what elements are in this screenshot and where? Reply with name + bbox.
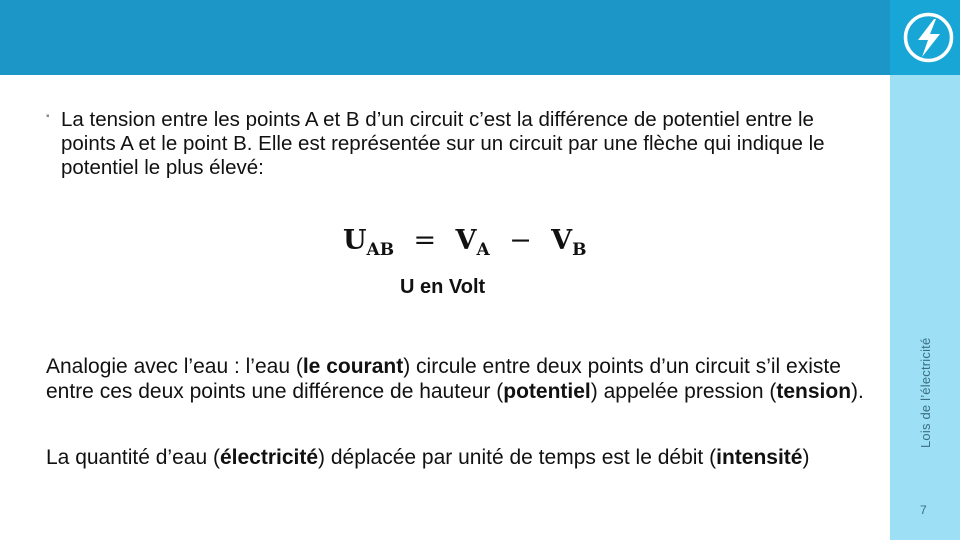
- side-title: Lois de l’électricité: [918, 337, 933, 448]
- bold-tension: tension: [776, 380, 852, 403]
- text-run: ) circule entre deux points d’un circuit s’il existe entre ces deux points une différence de hauteur (: [46, 355, 841, 403]
- water-analogy-paragraph: [46, 354, 866, 404]
- bold-electricite: électricité: [219, 446, 319, 469]
- bold-potentiel: potentiel: [503, 380, 591, 403]
- bullet-marker: ▪: [46, 111, 50, 122]
- text-run: Analogie avec l’eau : l’eau (: [46, 355, 303, 378]
- flow-paragraph: [46, 445, 866, 470]
- unit-label: U en Volt: [400, 276, 486, 298]
- formula-vb: V: [551, 225, 573, 256]
- formula-u-sub: AB: [366, 240, 395, 260]
- formula-u: U: [343, 225, 367, 256]
- formula-va-sub: A: [476, 240, 490, 260]
- bold-intensite: intensité: [716, 446, 803, 469]
- text-run: ) déplacée par unité de temps est le débit (: [318, 446, 717, 469]
- header-band: [0, 0, 890, 75]
- text-run: ).: [851, 380, 864, 403]
- definition-paragraph: La tension entre les points A et B d’un circuit c’est la différence de potentiel entre le points A et le point B. Elle est représentée sur un circuit par une flèche qui indique le potentiel le plus élevé:: [61, 108, 825, 179]
- tension-formula: [343, 225, 587, 260]
- text-run: ) appelée pression (: [590, 380, 777, 403]
- text-run: La quantité d’eau (: [46, 446, 220, 469]
- formula-minus: −: [509, 225, 532, 256]
- text-run: ): [802, 446, 810, 469]
- formula-va: V: [455, 225, 477, 256]
- lightning-bolt-icon: [901, 10, 956, 65]
- formula-vb-sub: B: [572, 240, 587, 260]
- bold-courant: le courant: [302, 355, 404, 378]
- formula-equals: =: [413, 225, 437, 256]
- page-number: 7: [920, 503, 927, 517]
- side-band: [890, 0, 960, 540]
